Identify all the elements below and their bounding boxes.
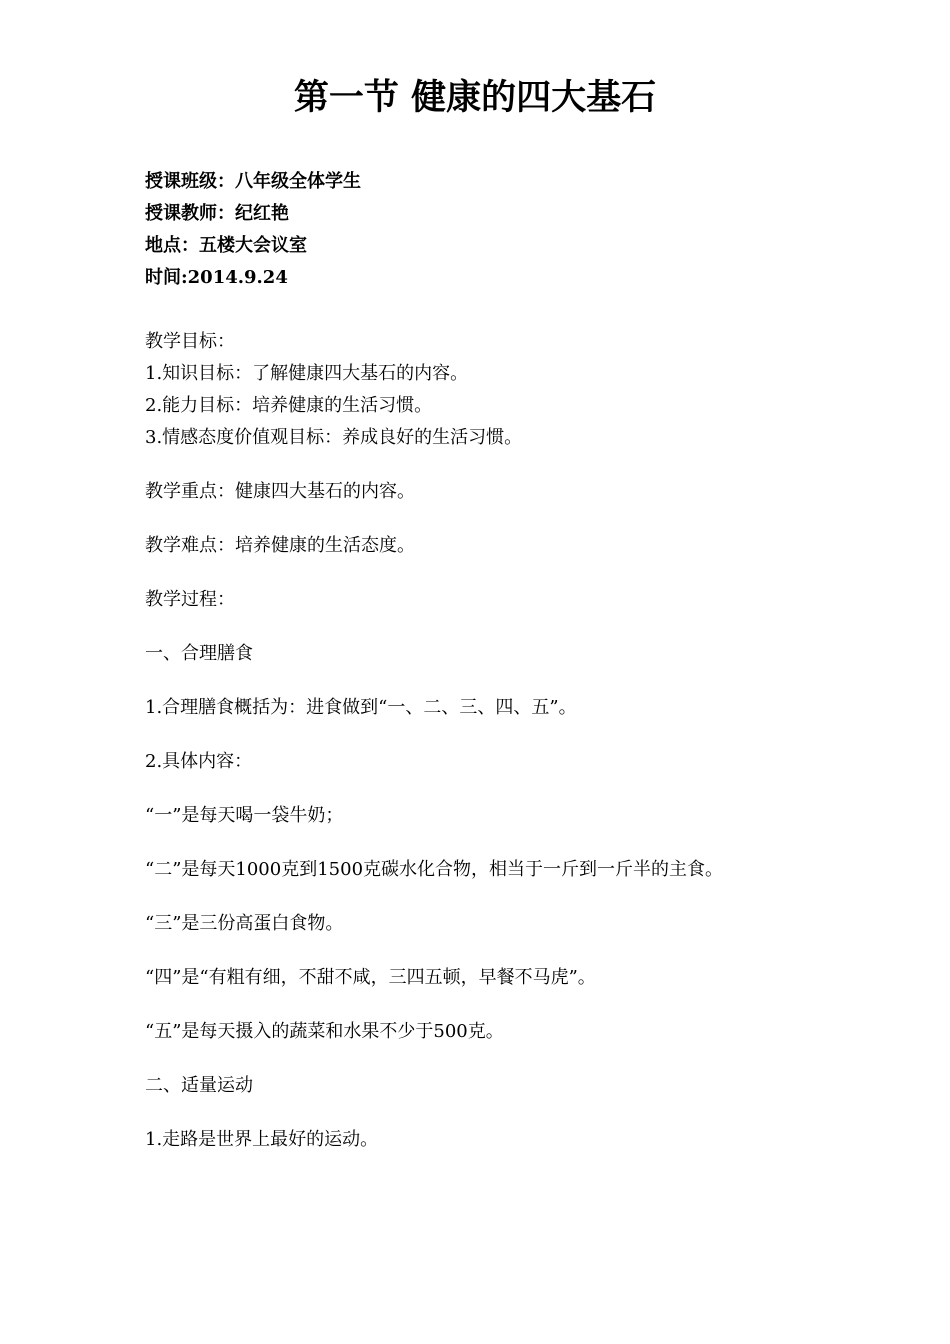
info-time: 时间:2014.9.24 — [145, 267, 288, 288]
section1-heading: 一、合理膳食 — [145, 643, 253, 664]
process-heading: 教学过程： — [145, 589, 235, 610]
section2-heading: 二、适量运动 — [145, 1075, 253, 1096]
objective-item: 1.知识目标：了解健康四大基石的内容。 — [145, 363, 469, 384]
info-location: 地点：五楼大会议室 — [145, 235, 307, 256]
section2-item1: 1.走路是世界上最好的运动。 — [145, 1129, 379, 1150]
key-point: 教学重点：健康四大基石的内容。 — [145, 481, 415, 502]
section1-item2: 2.具体内容： — [145, 751, 253, 772]
diet-detail-item: “一”是每天喝一袋牛奶； — [145, 805, 344, 826]
diet-detail-item: “三”是三份高蛋白食物。 — [145, 913, 344, 934]
diet-detail-item: “五”是每天摄入的蔬菜和水果不少于500克。 — [145, 1021, 504, 1042]
info-teacher: 授课教师：纪红艳 — [145, 203, 289, 224]
section1-item1: 1.合理膳食概括为：进食做到“一、二、三、四、五”。 — [145, 697, 577, 718]
objectives-heading: 教学目标： — [145, 331, 235, 352]
diet-detail-item: “四”是“有粗有细，不甜不咸，三四五顿，早餐不马虎”。 — [145, 967, 596, 988]
objective-item: 2.能力目标：培养健康的生活习惯。 — [145, 395, 433, 416]
info-class: 授课班级：八年级全体学生 — [145, 171, 361, 192]
difficult-point: 教学难点：培养健康的生活态度。 — [145, 535, 415, 556]
objective-item: 3.情感态度价值观目标：养成良好的生活习惯。 — [145, 427, 523, 448]
page-title: 第一节 健康的四大基石 — [293, 77, 657, 118]
diet-detail-item: “二”是每天1000克到1500克碳水化合物，相当于一斤到一斤半的主食。 — [145, 859, 724, 880]
